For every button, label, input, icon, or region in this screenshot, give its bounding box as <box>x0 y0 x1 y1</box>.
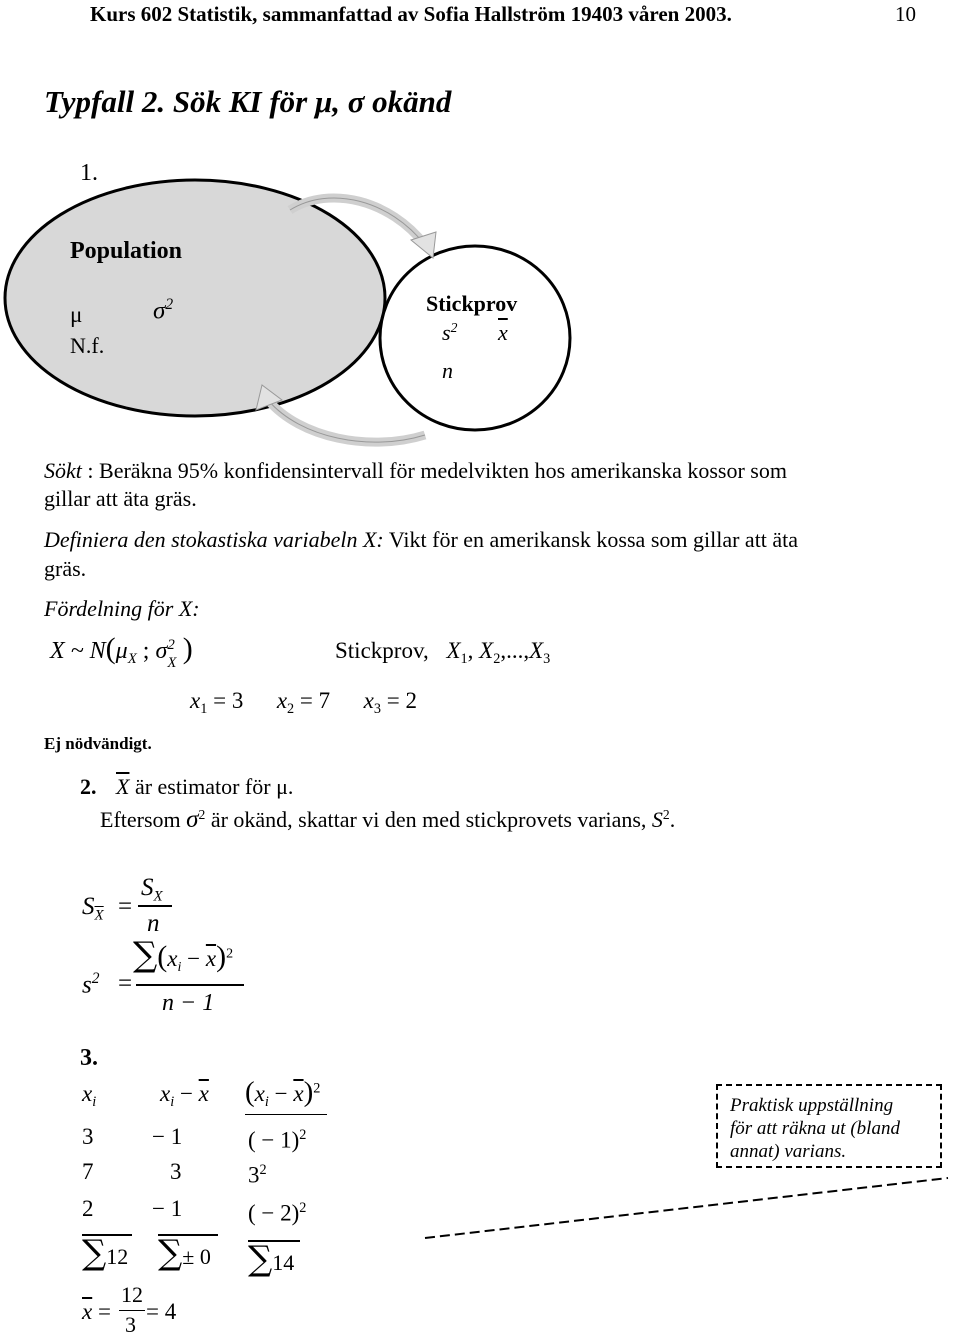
sigma-squared: $\sigma^2$ <box>153 296 174 325</box>
col3-value: ( − 1)$^2$ <box>248 1127 307 1153</box>
distribution-heading: Fördelning för X: <box>44 596 200 621</box>
sample-ellipse <box>380 246 570 430</box>
define-line-2: gräs. <box>44 556 87 581</box>
variance-lhs: $s^2$ <box>82 970 100 999</box>
col2-value: − 1 <box>152 1196 183 1221</box>
population-label: Population <box>70 238 183 264</box>
variance-denominator: n − 1 <box>162 990 215 1016</box>
note-box <box>716 1084 942 1168</box>
col1-value: 7 <box>82 1159 94 1184</box>
col2-value: − 1 <box>152 1124 183 1149</box>
se-fraction-bar <box>138 905 172 907</box>
col3-header: $(x_i - \overline{x})^2$ <box>245 1076 321 1110</box>
se-equals: = <box>118 893 133 920</box>
nf-label: N.f. <box>70 333 105 358</box>
observed-values: $x_1 = 3$ $x_2 = 7$ $x_3 = 2$ <box>190 688 417 717</box>
sought-line-1: Sökt : Beräkna 95% konfidensintervall för medelvikten hos amerikanska kossor som <box>44 458 787 483</box>
mu-symbol: μ <box>70 302 83 327</box>
col3-value: $3^2$ <box>248 1162 267 1188</box>
page-title: Typfall 2. Sök KI för μ, σ okänd <box>44 84 452 119</box>
col3-value: ( − 2)$^2$ <box>248 1200 307 1226</box>
sought-line-2: gillar att äta gräs. <box>44 486 197 511</box>
mean-fraction-bar <box>119 1310 145 1311</box>
se-lhs: $S_{\overline{X}}$ <box>82 893 104 924</box>
step-2-line-2: Eftersom $\sigma^2$ är okänd, skattar vi den med stickprovets varians, $S^2$. <box>100 806 676 833</box>
step-2-line-1: 2. $\overline{X}$ är estimator för μ. <box>80 774 294 799</box>
note-line: för att räkna ut (bland <box>730 1118 900 1139</box>
col1-value: 2 <box>82 1196 94 1221</box>
population-sample-diagram <box>0 0 960 450</box>
col1-value: 3 <box>82 1124 94 1149</box>
col1-header: $x_i$ <box>82 1081 97 1110</box>
mean-lhs: $\overline{x}$ = <box>82 1299 111 1324</box>
mean-result: = 4 <box>146 1299 177 1324</box>
variance-equals: = <box>118 970 133 997</box>
se-numerator: $S_X$ <box>141 874 163 905</box>
sample-definition: Stickprov, $X_1$, $X_2,...,X_3$ <box>335 638 551 667</box>
col2-value: 3 <box>170 1159 182 1184</box>
sample-mean: $\overline{x}$ <box>498 320 508 345</box>
population-ellipse <box>5 180 385 416</box>
page-header: Kurs 602 Statistik, sammanfattad av Sofia Hallström 19403 våren 2003. <box>90 2 732 26</box>
not-necessary-note: Ej nödvändigt. <box>44 734 152 753</box>
col3-header-underline <box>245 1114 327 1115</box>
se-denominator: n <box>147 910 160 937</box>
variance-numerator: $\sum(xi - \overline{x})2$ <box>133 935 234 975</box>
distribution-formula: X ~ $N(\mu_X$ ; $\sigma^2$ X ) <box>50 632 193 672</box>
define-line-1: Definiera den stokastiska variabeln X: Vikt för en amerikansk kossa som gillar att äta <box>44 527 799 552</box>
col3-sum: ∑14 <box>248 1239 295 1279</box>
inference-arrow <box>268 400 425 442</box>
mean-denominator: 3 <box>125 1312 136 1337</box>
sample-variance: $s^2$ <box>442 320 458 346</box>
page-number: 10 <box>895 2 916 26</box>
col1-sum: ∑12 <box>82 1233 129 1273</box>
sample-size: n <box>442 358 453 383</box>
note-line: Praktisk uppställning <box>730 1095 894 1116</box>
variance-fraction-bar <box>136 984 244 986</box>
note-line: annat) varians. <box>730 1141 847 1162</box>
mean-numerator: 12 <box>121 1282 143 1307</box>
col2-header: $x_i - \overline{x}$ <box>160 1081 209 1110</box>
step-3-number: 3. <box>80 1045 98 1071</box>
col2-sum: ∑± 0 <box>158 1233 211 1273</box>
step-1-number: 1. <box>80 160 98 186</box>
sample-label: Stickprov <box>426 291 518 316</box>
